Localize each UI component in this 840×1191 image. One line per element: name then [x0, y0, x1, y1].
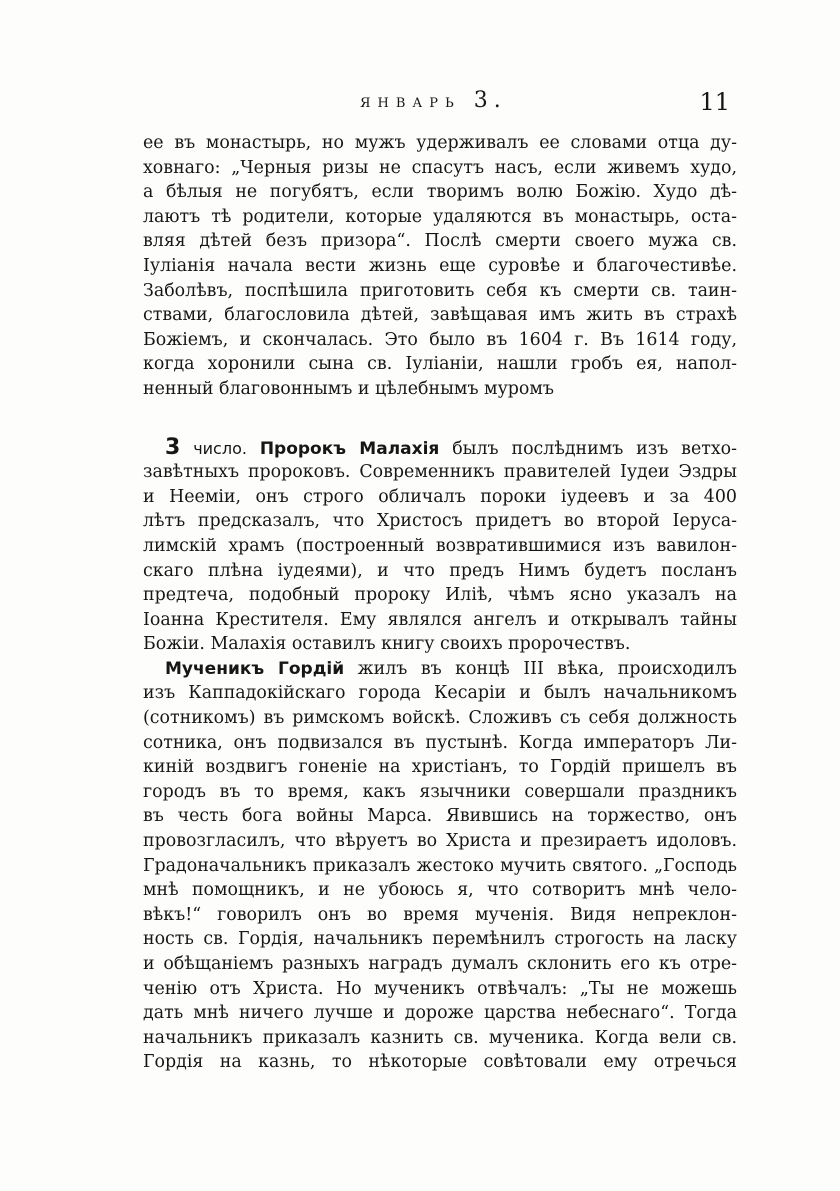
text-line: завѣтныхъ пророковъ. Современникъ правителей Іудеи Эздры — [143, 462, 737, 483]
text-line: сотника, онъ подвизался въ пустынѣ. Когда императоръ Ли- — [143, 732, 737, 753]
text-line: лимскій храмъ (построенный возвратившимися изъ вавилон- — [143, 535, 737, 556]
text-line: ченію отъ Христа. Но мученикъ отвѣчалъ: „Ты не можешь — [143, 978, 737, 999]
text-line: Гордія на казнь, то нѣкоторые совѣтовали ему отречься — [143, 1052, 737, 1073]
text-line: лаютъ тѣ родители, которые удаляются въ монастырь, оста- — [143, 206, 737, 227]
heading-line-rest: былъ послѣднимъ изъ ветхо- — [452, 438, 738, 459]
text-line: мнѣ помощникъ, и не убоюсь я, что сотворитъ мнѣ чело- — [143, 880, 737, 901]
text-line: въ честь бога войны Марса. Явившись на торжество, онъ — [143, 806, 737, 827]
text-line: а бѣлыя не погубятъ, если творимъ волю Божію. Худо дѣ- — [143, 182, 737, 203]
text-line: (сотникомъ) въ римскомъ войскѣ. Сложивъ съ себя должность — [143, 708, 737, 729]
day-label: число. — [193, 438, 247, 458]
text-line: киній воздвигъ гоненіе на христіанъ, то Гордій пришелъ въ — [143, 757, 737, 778]
text-line: и обѣщаніемъ разныхъ наградъ думалъ склонить его къ отре- — [143, 954, 737, 974]
martyr-name: Мученикъ Гордій — [165, 658, 345, 679]
text-line: вѣкъ!“ говорилъ онъ во время мученія. Видя непреклон- — [143, 904, 737, 925]
running-title-day: 3. — [473, 88, 507, 113]
text-line: лѣтъ предсказалъ, что Христосъ придетъ во второй Іеруса- — [143, 511, 737, 532]
running-title-month: ЯНВАРЬ — [360, 96, 461, 111]
day-number: 3 — [165, 434, 181, 460]
text-line: когда хоронили сына св. Іуліаніи, нашли гробъ ея, напол- — [143, 354, 737, 375]
text-line: провозгласилъ, что вѣруетъ во Христа и презираетъ идоловъ. — [143, 831, 737, 852]
text-line: ховнаго: „Черныя ризы не спасутъ насъ, если живемъ худо, — [143, 157, 737, 178]
page-number: 11 — [699, 88, 730, 116]
text-line: Божіи. Малахія оставилъ книгу своихъ пророчествъ. — [143, 634, 631, 655]
text-line: Іуліанія начала вести жизнь еще суровѣе и благочестивѣе. — [143, 255, 737, 276]
text-line: начальникъ приказалъ казнить св. мученика. Когда вели св. — [143, 1027, 737, 1048]
prophet-name: Пророкъ Малахія — [259, 438, 440, 459]
running-title — [360, 88, 507, 113]
martyr-heading-line — [143, 657, 737, 682]
text-line: Градоначальникъ приказалъ жестоко мучить святого. „Господь — [143, 855, 737, 876]
text-line: изъ Каппадокійскаго города Кесаріи и былъ начальникомъ — [143, 683, 737, 704]
section-gap — [143, 402, 737, 436]
text-line: ее въ монастырь, но мужъ удерживалъ ее словами отца ду- — [143, 133, 737, 153]
text-line: Божіемъ, и скончалась. Это было въ 1604 г. Въ 1614 году, — [143, 329, 737, 350]
text-line: дать мнѣ ничего лучше и дороже царства небеснаго“. Тогда — [143, 1003, 737, 1024]
section-heading-line — [143, 436, 737, 461]
text-line: предтеча, подобный пророку Иліѣ, чѣмъ ясно указалъ на — [143, 585, 737, 606]
text-line: ствами, благословила дѣтей, завѣщавая имъ жить въ страхѣ — [143, 305, 737, 326]
text-line: городъ въ то время, какъ язычники совершали праздникъ — [143, 781, 737, 802]
text-line: Іоанна Крестителя. Ему являлся ангелъ и открывалъ тайны — [143, 609, 737, 630]
text-line: ненный благовоннымъ и цѣлебнымъ муромъ — [143, 378, 554, 399]
text-line: ность св. Гордія, начальникъ перемѣнилъ строгость на ласку — [143, 929, 737, 950]
running-head — [0, 88, 840, 118]
text-line: и Нееміи, онъ строго обличалъ пороки іудеевъ и за 400 — [143, 486, 737, 507]
text-line: вляя дѣтей безъ призора“. Послѣ смерти своего мужа св. — [143, 231, 737, 252]
text-line: скаго плѣна іудеями), и что предъ Нимъ будетъ посланъ — [143, 560, 737, 581]
martyr-line-rest: жилъ въ концѣ III вѣка, происходилъ — [357, 658, 737, 679]
text-line: Заболѣвъ, поспѣшила приготовить себя къ смерти св. таин- — [143, 280, 737, 301]
body-text — [143, 131, 737, 1075]
